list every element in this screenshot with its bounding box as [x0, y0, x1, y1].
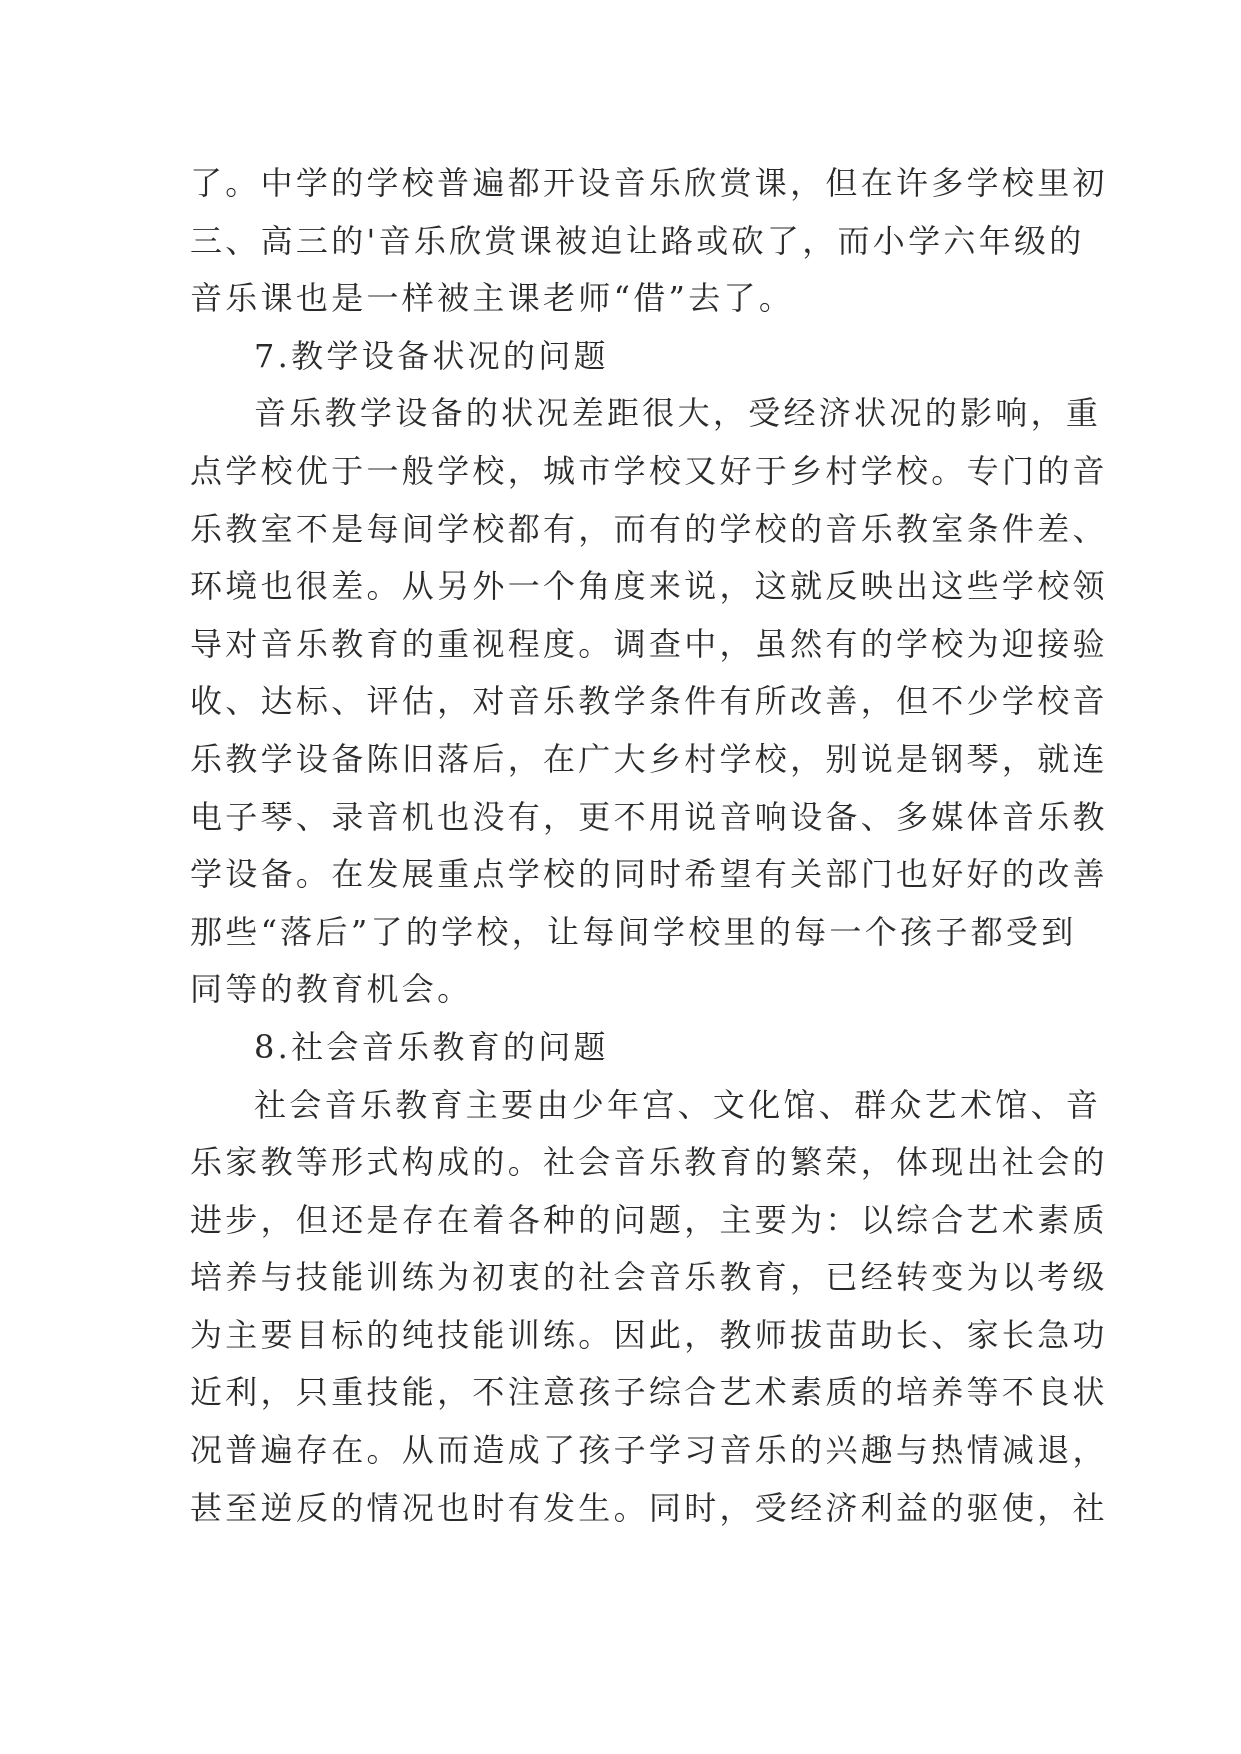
- text-line: 进步，但还是存在着各种的问题，主要为：以综合艺术素质: [190, 1200, 1108, 1239]
- text-line: 那些“落后”了的学校，让每间学校里的每一个孩子都受到: [190, 912, 1077, 951]
- text-line: 学设备。在发展重点学校的同时希望有关部门也好好的改善: [190, 855, 1108, 894]
- text-line: 近利，只重技能，不注意孩子综合艺术素质的培养等不良状: [190, 1373, 1108, 1412]
- text-line: 乐家教等形式构成的。社会音乐教育的繁荣，体现出社会的: [190, 1143, 1108, 1182]
- text-line: 培养与技能训练为初衷的社会音乐教育，已经转变为以考级: [190, 1258, 1108, 1297]
- text-line: 点学校优于一般学校，城市学校又好于乡村学校。专门的音: [190, 451, 1108, 490]
- text-line: 甚至逆反的情况也时有发生。同时，受经济利益的驱使，社: [190, 1488, 1108, 1527]
- text-line: 况普遍存在。从而造成了孩子学习音乐的兴趣与热情减退，: [190, 1431, 1108, 1470]
- text-line: 音乐教学设备的状况差距很大，受经济状况的影响，重: [254, 394, 1102, 433]
- text-line: 音乐课也是一样被主课老师“借”去了。: [190, 279, 795, 318]
- text-line: 社会音乐教育主要由少年宫、文化馆、群众艺术馆、音: [254, 1085, 1102, 1124]
- text-line: 三、高三的'音乐欣赏课被迫让路或砍了，而小学六年级的: [190, 221, 1085, 260]
- text-line: 导对音乐教育的重视程度。调查中，虽然有的学校为迎接验: [190, 624, 1108, 663]
- text-line: 乐教学设备陈旧落后，在广大乡村学校，别说是钢琴，就连: [190, 739, 1108, 778]
- text-line: 乐教室不是每间学校都有，而有的学校的音乐教室条件差、: [190, 509, 1108, 548]
- text-line: 为主要目标的纯技能训练。因此，教师拔苗助长、家长急功: [190, 1315, 1108, 1354]
- section-heading-7: 7.教学设备状况的问题: [254, 336, 609, 375]
- text-line: 了。中学的学校普遍都开设音乐欣赏课，但在许多学校里初: [190, 164, 1108, 202]
- paragraph-social-music: [190, 1077, 1108, 1538]
- paragraph-continuation: [190, 155, 1108, 328]
- paragraph-equipment: [190, 385, 1108, 1019]
- text-line: 同等的教育机会。: [190, 970, 473, 1009]
- text-line: 环境也很差。从另外一个角度来说，这就反映出这些学校领: [190, 567, 1108, 606]
- section-heading-8: 8.社会音乐教育的问题: [254, 1027, 609, 1066]
- document-body: [190, 155, 1108, 1537]
- text-line: 收、达标、评估，对音乐教学条件有所改善，但不少学校音: [190, 682, 1108, 721]
- text-line: 电子琴、录音机也没有，更不用说音响设备、多媒体音乐教: [190, 797, 1108, 836]
